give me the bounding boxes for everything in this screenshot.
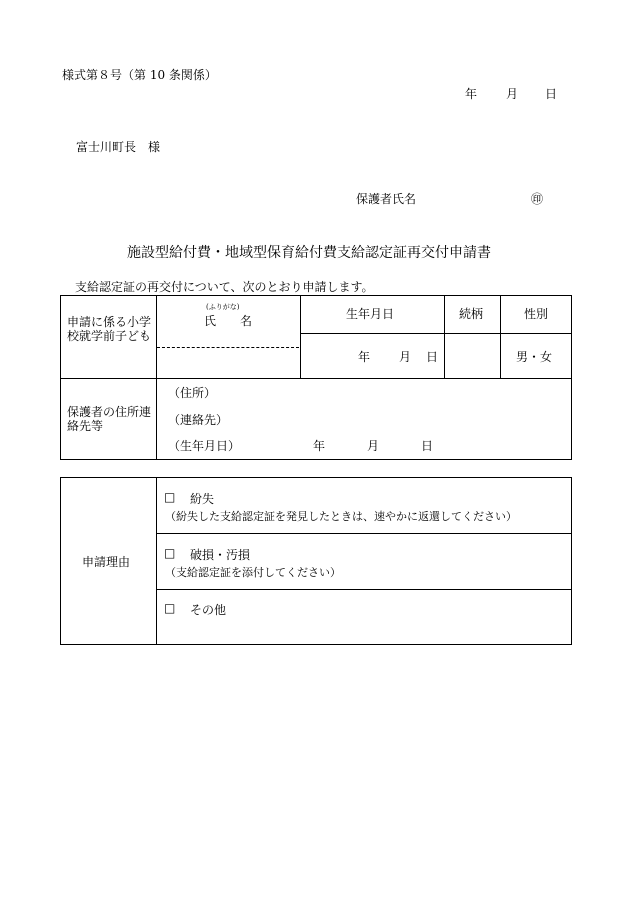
damaged-note: （支給認定証を添付してください） [165,566,341,579]
table1-relation-divider [500,295,501,379]
table1-left-border [60,295,61,460]
birthdate-header: 生年月日 [346,307,395,321]
seal-mark: ㊞ [531,192,544,206]
table2-bottom-border [60,644,572,645]
damaged-label: 破損・汚損 [190,548,251,562]
table1-birth-divider [444,295,445,379]
intro-text: 支給認定証の再交付について、次のとおり申請します。 [75,280,374,294]
date-day-label: 日 [545,87,558,101]
guardian-birth-day: 日 [421,439,434,453]
date-month-label: 月 [506,87,519,101]
form-number: 様式第８号（第 10 条関係） [62,68,217,82]
child-row-label: 申請に係る小学校就学前子ども [67,315,152,343]
relation-header: 続柄 [459,307,484,321]
guardian-birth-month: 月 [367,439,380,453]
page-title: 施設型給付費・地域型保育給付費支給認定証再交付申請書 [127,245,491,261]
birth-month-label: 月 [399,350,412,364]
table2-divider-2 [156,589,572,590]
table1-bottom-border [60,459,572,460]
gender-header: 性別 [524,307,549,321]
guardian-row-label: 保護者の住所連絡先等 [67,405,152,433]
damaged-checkbox[interactable]: □ [164,546,176,560]
guardian-birth-year: 年 [313,439,326,453]
name-header: 氏 名 [204,314,253,328]
table2-divider-1 [156,533,572,534]
other-label: その他 [190,603,227,617]
guardian-contact-label: （連絡先） [168,413,229,427]
gender-value: 男・女 [516,350,553,364]
reason-label: 申請理由 [82,555,131,569]
other-checkbox[interactable]: □ [164,601,176,615]
guardian-address-label: （住所） [168,386,217,400]
table2-label-divider [156,477,157,645]
table2-left-border [60,477,61,645]
guardian-name-label: 保護者氏名 [356,192,417,206]
birth-year-label: 年 [358,350,371,364]
table1-top-border [60,295,572,296]
table1-label-divider [156,295,157,460]
table1-header-divider [300,333,572,334]
lost-checkbox[interactable]: □ [164,490,176,504]
name-dashed-divider [157,347,299,348]
table1-name-divider [300,295,301,379]
lost-label: 紛失 [190,492,215,506]
addressee: 富士川町長 様 [76,140,161,154]
table2-top-border [60,477,572,478]
lost-note: （紛失した支給認定証を発見したときは、速やかに返還してください） [165,510,517,523]
table1-right-border [571,295,572,460]
table1-row-divider [60,378,572,379]
furigana-label: (ふりがな) [206,303,240,311]
date-year-label: 年 [465,87,478,101]
table2-right-border [571,477,572,645]
guardian-birthdate-label: （生年月日） [168,439,241,453]
birth-day-label: 日 [426,350,439,364]
